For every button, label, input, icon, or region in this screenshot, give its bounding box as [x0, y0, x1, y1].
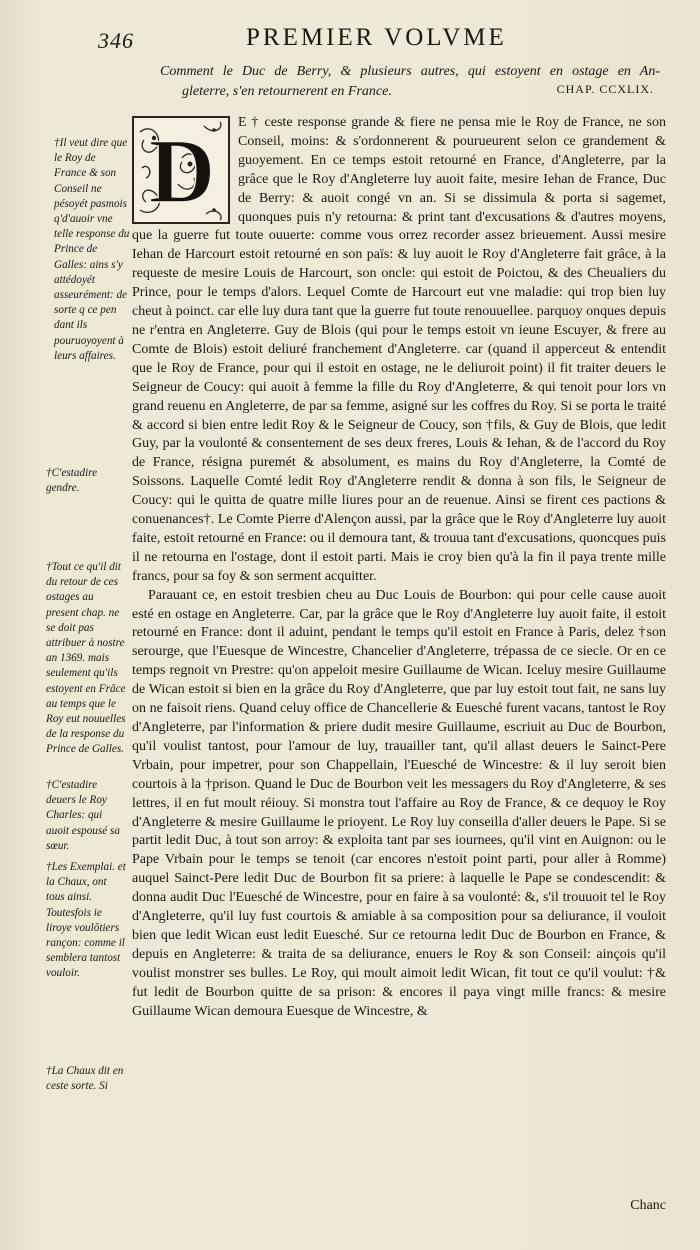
margin-note-3: †Tout ce qu'il dit du retour de ces ostages au present chap. ne se doit pas attribuer à nostre an 1369. mais seulement qu'ils estoyent en Frâce au temps que le Roy eut nouuelles de la response du Prince de Galles. [46, 561, 126, 756]
catchword: Chanc [630, 1198, 666, 1213]
margin-note-2: †C'estadire gendre. [46, 467, 98, 495]
initial-letter: D [148, 120, 216, 222]
paragraph-1: E † ceste response grande & fiere ne pensa mie le Roy de France, ne son Conseil, moins: & s'ordonnerent & pourueurent selon ce grandement & guoyement. En ce temps estoit retourné en France, d'Angleterre, par la grâce que le Roy d'Angleterre luy auoit faite, mesire Iehan de France, Duc de Berry: & auoit congé vn an. Si se dissimula & porta si sagemet, quonques puis n'y retourna: & print tant d'excusations & d'autres moyens, que la guerre fut toute ouuerte: comme vous orrez recorder assez brieuement. Aussi mesire Iehan de Harcourt estoit retourné en son païs: & luy auoit le Roy d'Angleterre fait grâce, à la requeste de mesire Louis de Harcourt, son oncle: qui estoit de Poictou, & des Cheualiers du Prince, pour le temps d'alors. Lequel Comte de Harcourt eut vne maladie: qui trop bien luy cheut à poinct. car elle luy dura tant que la guerre fut toute renouuellee. parquoy onques depuis ne r'entra en Angleterre. Guy de Blois (qui pour le temps estoit vn ieune Escuyer, & frere au Comte de Blois) estoit deliuré franchement d'Angleterre. car (quand il apperceut & entendit que le Roy de France, pour qui il estoit en ostage, ne le deliuroit point) il fit traiter deuers le Seigneur de Coucy: qui auoit à femme la fille du Roy d'Angleterre, & qui tenoit pour lors vn grand reuenu en Angleterre, de par sa femme, asigné sur les coffres du Roy. Si se porta le traité & accord si bien entre ledit Roy & le Seigneur de Coucy, son †fils, & Guy de Blois, que ledit Guy, par la voulonté & consentement de ses deux freres, Louis & Iehan, & de l'accord du Roy de France, résigna puremét & absolument, es mains du Roy d'Angleterre, la Comté de Soissons. Laquelle Comté ledit Roy d'Angleterre rendit & donna à son fils, le Seigneur de Coucy: qui le quitta de quatre mille liures pour an de reuenue. Ainsi se firent ces pactions & conuenances†. Le Comte Pierre d'Alençon aussi, par la grâce que le Roy d'Angleterre luy auoit faite, estoit retourné en France: ou il demoura tant, & trouua tant d'excusations, quoncques puis il ne retourna en l'ostage, dont il estoit parti. Mais ie croy bien qu'à la fin il paya trente mille francs, pour sa foy & son serment acquitter. [132, 115, 666, 584]
running-title: PREMIER VOLVME [246, 24, 507, 51]
ornament-icon [134, 118, 228, 222]
decorated-initial [132, 116, 230, 224]
chapter-title-line-2: gleterre, s'en retournerent en France. [182, 84, 392, 99]
margin-note-5: †Les Exemplai. et la Chaux, ont tous ainsi. Toutesfois ie liroye voulôtiers rançon: comme il semblera tantost vouloir. [46, 861, 126, 980]
margin-note-1: †Il veut dire que le Roy de France & son Conseil ne pésoyét pasmois q'd'auoir vne telle response du Prince de Galles: ains s'y attédoyét asseurément: de sorte q ce pen dant ils pouruoyoyent à leurs affaires. [54, 137, 130, 362]
page-header [0, 22, 700, 62]
chapter-heading [160, 62, 660, 102]
paragraph-2: Parauant ce, en estoit tresbien cheu au Duc Louis de Bourbon: qui pour celle cause auoit esté en ostage en Angleterre. Car, par la grâce que le Roy d'Angleterre luy auoit faite, il estoit retourné en France: dont il aduint, pendant le temps qu'il estoit en France à Paris, delez †son serourge, que l'Euesque de Wincestre, Chancelier d'Angleterre, trépassa de ce siecle. Or en ce temps regnoit vn Prestre: qu'on appeloit mesire Guillaume de Wican. Iceluy mesire Guillaume de Wican estoit si bien en la grâce du Roy d'Angleterre, que par luy estoit tout fait, ne sans luy on ne faisoit riens. Quand celuy office de Chancellerie & Euesché furent vacans, tantost le Roy d'Angleterre, par l'information & priere dudit mesire Guillaume, escriuit au Duc de Bourbon, qu'il voulist tantost, pour l'amour de luy, trauailler tant, qu'il allast deuers le Sainct-Pere Vrbain, pour impetrer, pour son Chappellain, l'Euesché de Wincestre: & il luy seroit bien courtois à la †prison. Quand le Duc de Bourbon veit les messagers du Roy d'Angleterre, & ses lettres, il en fut moult réiouy. Si monstra tout l'affaire au Roy de France, & ce dequoy le Roy d'Angleterre & mesire Guillaume le prioyent. Le Roy luy conseilla d'aller deuers le Pape. Si se partit ledit Duc, à tout son arroy: & exploita tant par ses iournees, qu'il vint en Auignon: ou le Pape Vrbain pour le temps se tenoit (car encores n'estoit point parti, pour aller à Romme) auquel Sainct-Pere ledit Duc de Bourbon fit sa priere: à laquelle le Pape se condescendit: & donna audit Duc l'Euesché de Wincestre, pour en faire à sa voulonté: &, s'il trouuoit tel le Roy d'Angleterre, qu'il luy fust courtois & amiable à sa composition pour sa deliurance, il vouloit bien que ledit Wican eust ledit Euesché. Sur ce retourna ledit Duc de Bourbon en France, & depuis en Angleterre: & traita de sa deliurance, enuers le Roy & son Conseil: ainçois qu'il voulist monstrer ses bulles. Le Roy, qui moult aimoit ledit Wican, fit tout ce qu'il voulut: †& fut ledit de Bourbon quitte de sa prison: & encores il paya vingt mille francs: & mesire Guillaume Wican demoura Euesque de Wincestre, & [132, 587, 666, 1019]
main-text-column [132, 114, 666, 1022]
margin-note-6: †La Chaux dit en ceste sorte. Si [46, 1065, 124, 1093]
margin-note-4: †C'estadire deuers le Roy Charles: qui auoit espousé sa sœur. [46, 779, 120, 852]
chapter-number: CHAP. CCXLIX. [556, 82, 654, 96]
page-number: 346 [98, 28, 134, 53]
chapter-title-line-1: Comment le Duc de Berry, & plusieurs autres, qui estoyent en ostage en An- [160, 64, 660, 79]
